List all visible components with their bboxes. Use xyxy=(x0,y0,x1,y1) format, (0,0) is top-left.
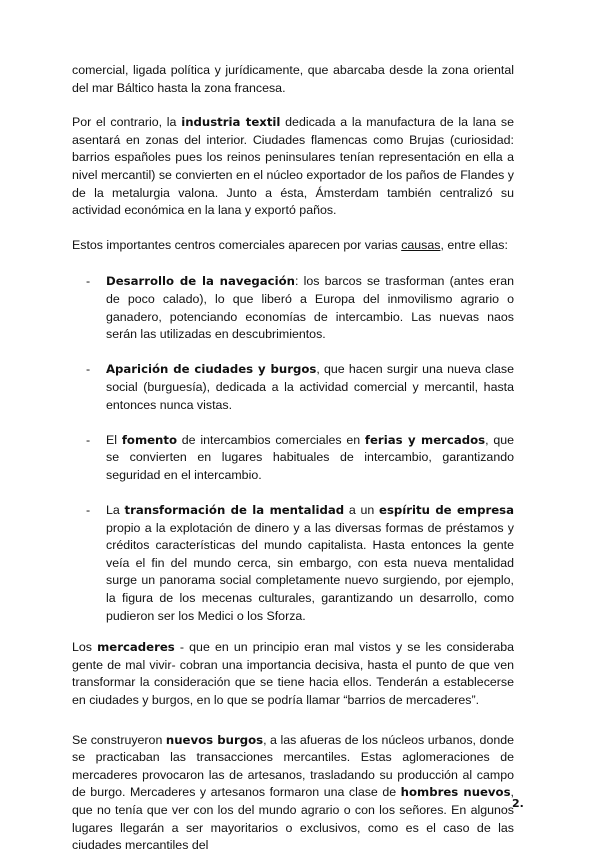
list-dash: - xyxy=(86,432,91,447)
text-run: , que se convierten en lugares habituales de intercambio, garantizando seguridad en el intercambio. xyxy=(106,432,514,482)
bold-term: hombres nuevos xyxy=(400,785,511,800)
text-run: dedicada a la manufactura de la lana se asentará en zonas del interior. Ciudades flamencas como Brujas (curiosidad: barrios españoles pues los reinos peninsulares tenían representación en ella a nivel mercantil) se convierten en el núcleo exportador de los paños de Flandes y de la metalurgia valona. Junto a ésta, Ámsterdam también centralizó su actividad económica en la lana y exportó paños. xyxy=(72,115,514,218)
bold-term: ferias y mercados xyxy=(364,432,486,447)
text-run: La xyxy=(106,503,125,518)
text-run: Los xyxy=(72,640,98,655)
list-dash: - xyxy=(86,274,91,289)
paragraph-industria-textil xyxy=(72,114,514,220)
list-dash: - xyxy=(86,503,91,518)
causes-list xyxy=(72,273,514,625)
text-run: , que hacen surgir una nueva clase social (burguesía), dedicada a la actividad comercial y mercantil, hasta entonces nunca vistas. xyxy=(106,362,514,412)
paragraph-nuevos-burgos xyxy=(72,732,514,855)
text-run: , entre ellas: xyxy=(440,237,508,252)
paragraph-causas xyxy=(72,237,514,255)
underlined-term: causas xyxy=(401,237,441,252)
bold-term: Desarrollo de la navegación xyxy=(106,274,295,289)
text-run: El xyxy=(106,432,122,447)
bold-term: nuevos burgos xyxy=(165,732,264,747)
list-dash: - xyxy=(86,362,91,377)
text-run: de intercambios comerciales en xyxy=(176,432,365,447)
text-run: : los barcos se trasforman (antes eran de poco calado), lo que liberó a Europa del inmovilismo agrario o ganadero, potenciando economías de intercambio. Las nuevas naos serán las utilizadas en descubrimientos. xyxy=(106,274,514,342)
paragraph-intro: comercial, ligada política y jurídicamente, que abarcaba desde la zona oriental del mar Báltico hasta la zona francesa. xyxy=(72,63,514,95)
list-item-mentalidad xyxy=(72,502,514,625)
bold-term: industria textil xyxy=(181,115,281,130)
list-item-ciudades xyxy=(72,361,514,414)
bold-term: mercaderes xyxy=(97,640,175,655)
bold-term: Aparición de ciudades y burgos xyxy=(106,362,317,377)
text-run: , que no tenía que ver con los del mundo agrario o con los señores. En algunos lugares llegarán a ser mayoritarios o exclusivos, como es el caso de las ciudades mercantiles del xyxy=(72,785,514,853)
list-item-fomento xyxy=(72,432,514,485)
page-number: 2. xyxy=(512,797,524,810)
text-run: Por el contrario, la xyxy=(72,115,182,130)
text-run: Se construyeron xyxy=(72,732,166,747)
paragraph-mercaderes xyxy=(72,639,514,709)
list-item-navegacion xyxy=(72,273,514,343)
bold-term: fomento xyxy=(121,432,177,447)
text-run: , a las afueras de los núcleos urbanos, donde se practicaban las transacciones mercantiles. Estas aglomeraciones de mercaderes provocaron las de artesanos, trasladando su producción al campo de burgo. Mercaderes y artesanos formaron una clase de xyxy=(72,732,515,800)
bold-term: espíritu de empresa xyxy=(379,503,514,518)
text-run: propio a la explotación de dinero y a las diversas formas de préstamos y créditos características del mundo capitalista. Hasta entonces la gente veía el fin del mundo cerca, sin embargo, con esta nueva mentalidad surge un panorama social completamente nuevo surgiendo, por ejemplo, la figura de los mecenas culturales, garantizando un desarrollo, como pudieron ser los Medici o los Sforza. xyxy=(106,520,514,623)
text-run: Estos importantes centros comerciales aparecen por varias xyxy=(72,237,402,252)
bold-term: transformación de la mentalidad xyxy=(124,503,345,518)
text-run: a un xyxy=(344,503,380,518)
document-body xyxy=(72,62,514,855)
text-run: - que en un principio eran mal vistos y se les consideraba gente de mal vivir- cobran una importancia decisiva, hasta el punto de que ven transformar la consideración que se tiene hacia ellos. Tenderán a establecerse en ciudades y burgos, en lo que se podría llamar “barrios de mercaderes”. xyxy=(72,640,514,707)
